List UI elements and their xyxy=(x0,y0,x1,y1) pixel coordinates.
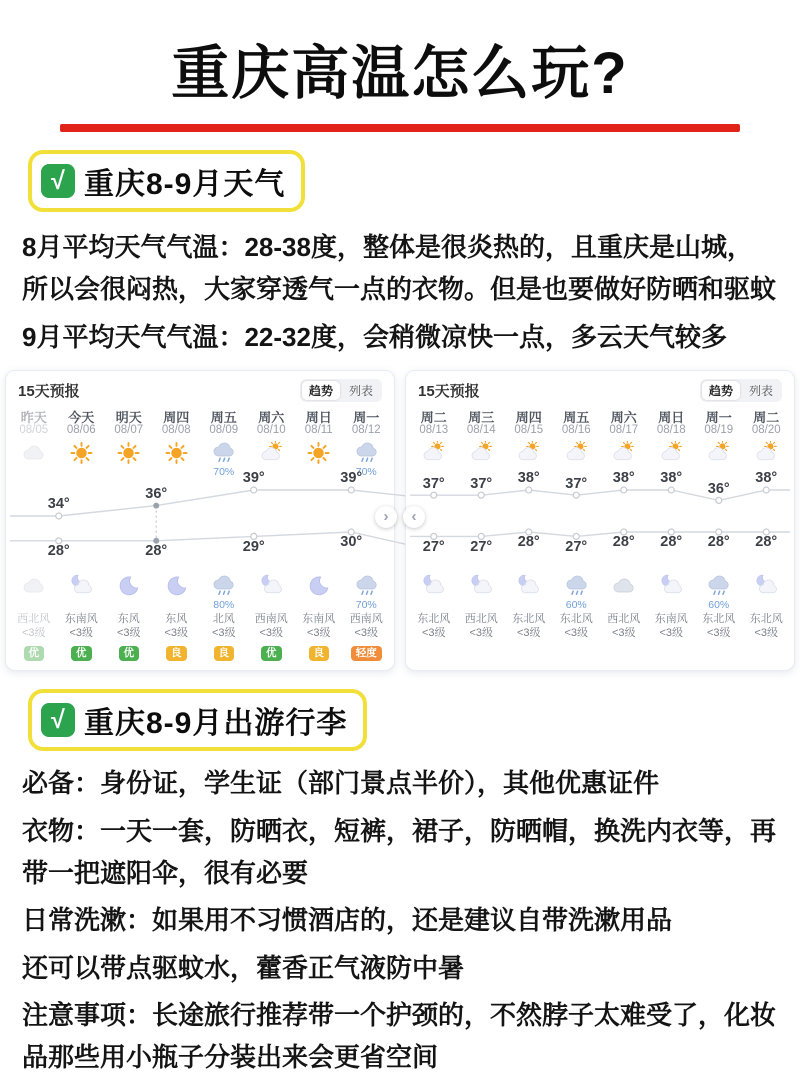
day-label: 周六 xyxy=(610,410,637,426)
date-label: 08/08 xyxy=(161,424,191,437)
wind-level: <3级 xyxy=(164,627,189,640)
aqi-badge: 优 xyxy=(119,646,140,661)
low-temperature: 28° xyxy=(660,534,683,551)
sun-icon xyxy=(105,439,153,466)
sun-icon xyxy=(153,439,201,466)
wind-level: <3级 xyxy=(69,627,94,640)
rain-probability xyxy=(695,466,743,479)
section-luggage-header xyxy=(28,689,367,751)
forecast-column xyxy=(105,407,153,479)
date-label: 08/17 xyxy=(609,424,639,437)
day-label: 周一 xyxy=(353,410,380,426)
forecast-column xyxy=(200,407,248,479)
rain-icon xyxy=(695,572,743,599)
cloud-moon-icon xyxy=(458,572,506,599)
forecast-column xyxy=(648,572,696,640)
forecast-header xyxy=(410,379,790,407)
red-divider xyxy=(60,124,740,132)
wind-direction: 东风 xyxy=(165,613,188,626)
forecast-column xyxy=(295,572,343,662)
packing-line: 还可以带点驱蚊水，藿香正气液防中暑 xyxy=(22,952,465,983)
forecast-column xyxy=(600,572,648,640)
moon-icon xyxy=(295,572,343,599)
aqi-badge-row xyxy=(58,640,106,662)
wind-direction: 东北风 xyxy=(417,613,451,626)
day-label: 周六 xyxy=(258,410,285,426)
forecast-column xyxy=(58,572,106,662)
aqi-badge: 优 xyxy=(71,646,92,661)
wind-direction: 西北风 xyxy=(464,613,498,626)
wind-direction: 东北风 xyxy=(702,613,736,626)
high-temperature: 39° xyxy=(340,470,363,487)
aqi-badge: 良 xyxy=(214,646,235,661)
wind-level: <3级 xyxy=(354,627,379,640)
cloud-icon xyxy=(600,572,648,599)
forecast-title: 15天预报 xyxy=(418,383,480,401)
aqi-badge-row xyxy=(200,640,248,662)
forecast-column xyxy=(200,572,248,662)
view-toggle xyxy=(300,379,382,402)
weather-card xyxy=(5,370,395,671)
tab-list[interactable]: 列表 xyxy=(348,384,373,399)
low-temperature: 28° xyxy=(707,534,730,551)
rain-probability: 60% xyxy=(708,599,730,612)
tab-trend[interactable]: 趋势 xyxy=(702,381,740,400)
low-temperature: 28° xyxy=(612,534,635,551)
day-label: 周日 xyxy=(305,410,332,426)
forecast-column xyxy=(343,407,391,479)
forecast-column xyxy=(648,407,696,479)
wind-level: <3级 xyxy=(306,627,331,640)
rain-probability: 70% xyxy=(213,466,235,479)
high-temperature: 36° xyxy=(145,485,168,502)
date-label: 08/19 xyxy=(704,424,734,437)
cloud-moon-icon xyxy=(648,572,696,599)
packing-line: 日常洗漱：如果用不习惯酒店的，还是建议自带洗漱用品 xyxy=(22,905,673,936)
forecast-header xyxy=(10,379,390,407)
cloud-sun-icon xyxy=(248,439,296,466)
high-temperature: 39° xyxy=(242,470,265,487)
cloud-sun-icon xyxy=(648,439,696,466)
low-temperature: 27° xyxy=(565,538,588,555)
forecast-column xyxy=(10,407,58,479)
packing-line: 注意事项：长途旅行推荐带一个护颈的，不然脖子太难受了，化妆品那些用小瓶子分装出来会更省空间 xyxy=(22,1000,777,1072)
day-label: 周二 xyxy=(753,410,780,426)
high-temperature: 38° xyxy=(517,470,540,487)
high-temperature: 37° xyxy=(470,475,493,492)
aqi-badge-row xyxy=(10,640,58,662)
packing-list xyxy=(22,763,778,1078)
aqi-badge-row xyxy=(105,640,153,662)
date-label: 08/20 xyxy=(751,424,781,437)
section-weather-header xyxy=(28,150,305,212)
section-weather-label: 重庆8-9月天气 xyxy=(84,168,286,201)
high-temperature: 37° xyxy=(422,475,445,492)
date-label: 08/07 xyxy=(114,424,144,437)
cloud-sun-icon xyxy=(600,439,648,466)
cloud-moon-icon xyxy=(505,572,553,599)
cloud-sun-icon xyxy=(505,439,553,466)
weather-widgets-row xyxy=(5,370,795,671)
forecast-column xyxy=(505,407,553,479)
day-label: 昨天 xyxy=(20,410,47,426)
wind-direction: 东北风 xyxy=(749,613,783,626)
intro-paragraph-september: 9月平均天气气温：22-32度，会稍微凉快一点，多云天气较多 xyxy=(22,322,727,353)
forecast-lower-row xyxy=(410,572,790,640)
day-label: 今天 xyxy=(68,410,95,426)
forecast-column xyxy=(600,407,648,479)
forecast-column xyxy=(458,572,506,640)
rain-probability xyxy=(10,466,58,479)
rain-probability xyxy=(105,466,153,479)
cloud-sun-icon xyxy=(553,439,601,466)
tab-list[interactable]: 列表 xyxy=(748,384,773,399)
forecast-column xyxy=(553,407,601,479)
wind-direction: 东南风 xyxy=(654,613,688,626)
date-label: 08/15 xyxy=(514,424,544,437)
forecast-column xyxy=(58,407,106,479)
forecast-column xyxy=(248,572,296,662)
rain-icon xyxy=(200,572,248,599)
check-icon: √ xyxy=(41,703,75,737)
day-label: 周四 xyxy=(163,410,190,426)
wind-level: <3级 xyxy=(211,627,236,640)
forecast-column xyxy=(10,572,58,662)
section-luggage-label: 重庆8-9月出游行李 xyxy=(84,707,348,741)
aqi-badge-row xyxy=(343,640,391,662)
day-label: 周日 xyxy=(658,410,685,426)
cloud-sun-icon xyxy=(410,439,458,466)
cloud-moon-icon xyxy=(743,572,791,599)
date-label: 08/05 xyxy=(19,424,49,437)
rain-probability xyxy=(105,599,153,612)
high-temperature: 38° xyxy=(660,470,683,487)
rain-probability xyxy=(58,599,106,612)
rain-probability: 60% xyxy=(565,599,587,612)
cloud-sun-icon xyxy=(695,439,743,466)
rain-probability: 70% xyxy=(355,599,377,612)
day-label: 周五 xyxy=(210,410,237,426)
prev-page-arrow[interactable]: ‹ xyxy=(403,506,425,528)
wind-direction: 西南风 xyxy=(349,613,383,626)
high-temperature: 34° xyxy=(47,496,70,513)
sun-icon xyxy=(295,439,343,466)
wind-level: <3级 xyxy=(469,627,494,640)
packing-line: 必备：身份证，学生证（部门景点半价），其他优惠证件 xyxy=(22,768,660,799)
forecast-column xyxy=(153,572,201,662)
packing-line: 衣物：一天一套，防晒衣，短裤，裙子，防晒帽，换洗内衣等，再带一把遮阳伞，很有必要 xyxy=(22,815,777,888)
rain-probability xyxy=(458,599,506,612)
wind-direction: 东南风 xyxy=(302,613,336,626)
cloud-icon xyxy=(10,439,58,466)
moon-icon xyxy=(105,572,153,599)
aqi-badge-row xyxy=(248,640,296,662)
rain-icon xyxy=(343,439,391,466)
date-label: 08/12 xyxy=(351,424,381,437)
post-page xyxy=(0,26,800,1078)
wind-level: <3级 xyxy=(754,627,779,640)
day-label: 明天 xyxy=(115,410,142,426)
forecast-column xyxy=(248,407,296,479)
view-toggle xyxy=(700,379,782,402)
rain-probability xyxy=(295,599,343,612)
forecast-column xyxy=(505,572,553,640)
aqi-badge: 优 xyxy=(261,646,282,661)
date-label: 08/16 xyxy=(561,424,591,437)
wind-direction: 西北风 xyxy=(17,613,51,626)
rain-icon xyxy=(343,572,391,599)
high-temperature: 38° xyxy=(612,470,635,487)
date-label: 08/13 xyxy=(419,424,449,437)
forecast-column xyxy=(743,572,791,640)
date-label: 08/18 xyxy=(656,424,686,437)
low-temperature: 28° xyxy=(47,543,70,560)
date-label: 08/06 xyxy=(66,424,96,437)
wind-level: <3级 xyxy=(116,627,141,640)
wind-level: <3级 xyxy=(516,627,541,640)
low-temperature: 28° xyxy=(755,534,778,551)
rain-probability xyxy=(10,599,58,612)
aqi-badge: 轻度 xyxy=(351,646,382,661)
forecast-column xyxy=(153,407,201,479)
high-temperature: 36° xyxy=(707,480,730,497)
aqi-badge: 优 xyxy=(24,646,45,661)
moon-icon xyxy=(153,572,201,599)
forecast-lower-row xyxy=(10,572,390,662)
section-weather-header-wrap xyxy=(28,150,800,212)
rain-probability xyxy=(600,599,648,612)
low-temperature: 29° xyxy=(242,538,265,555)
cloud-sun-icon xyxy=(743,439,791,466)
forecast-column xyxy=(695,407,743,479)
date-label: 08/14 xyxy=(466,424,496,437)
rain-probability xyxy=(505,599,553,612)
rain-probability xyxy=(58,466,106,479)
cloud-icon xyxy=(10,572,58,599)
forecast-column xyxy=(105,572,153,662)
high-temperature: 38° xyxy=(755,470,778,487)
temperature-trend-chart xyxy=(410,470,790,570)
aqi-badge: 良 xyxy=(166,646,187,661)
low-temperature: 27° xyxy=(470,538,493,555)
page-title: 重庆高温怎么玩? xyxy=(171,41,629,106)
day-label: 周三 xyxy=(468,410,495,426)
wind-level: <3级 xyxy=(564,627,589,640)
sun-icon xyxy=(58,439,106,466)
date-label: 08/11 xyxy=(304,424,333,437)
rain-probability: 70% xyxy=(355,466,377,479)
rain-icon xyxy=(553,572,601,599)
low-temperature: 28° xyxy=(517,534,540,551)
wind-direction: 东北风 xyxy=(559,613,593,626)
wind-level: <3级 xyxy=(421,627,446,640)
date-label: 08/10 xyxy=(256,424,286,437)
cloud-sun-icon xyxy=(458,439,506,466)
weather-card xyxy=(405,370,795,671)
next-page-arrow[interactable]: › xyxy=(375,506,397,528)
rain-icon xyxy=(200,439,248,466)
forecast-column xyxy=(410,572,458,640)
rain-probability xyxy=(410,599,458,612)
wind-direction: 北风 xyxy=(212,613,235,626)
date-label: 08/09 xyxy=(209,424,239,437)
tab-trend[interactable]: 趋势 xyxy=(302,381,340,400)
day-label: 周二 xyxy=(420,410,447,426)
high-temperature: 37° xyxy=(565,475,588,492)
wind-level: <3级 xyxy=(21,627,46,640)
wind-level: <3级 xyxy=(706,627,731,640)
rain-probability xyxy=(248,599,296,612)
forecast-upper-row xyxy=(10,407,390,479)
forecast-column xyxy=(743,407,791,479)
low-temperature: 27° xyxy=(422,538,445,555)
forecast-column xyxy=(553,572,601,640)
rain-probability xyxy=(743,599,791,612)
wind-direction: 西北风 xyxy=(607,613,641,626)
low-temperature: 28° xyxy=(145,543,168,560)
wind-level: <3级 xyxy=(259,627,284,640)
low-temperature: 30° xyxy=(340,534,363,551)
aqi-badge-row xyxy=(153,640,201,662)
wind-direction: 西南风 xyxy=(254,613,288,626)
intro-paragraph-august: 8月平均天气气温：28-38度，整体是很炎热的，且重庆是山城，所以会很闷热，大家穿透气一点的衣物。但是也要做好防晒和驱蚊 xyxy=(22,232,777,305)
wind-direction: 东风 xyxy=(117,613,140,626)
forecast-column xyxy=(295,407,343,479)
cloud-moon-icon xyxy=(248,572,296,599)
section-luggage-header-wrap xyxy=(28,689,800,751)
wind-level: <3级 xyxy=(659,627,684,640)
rain-probability xyxy=(153,466,201,479)
check-icon: √ xyxy=(41,164,75,198)
aqi-badge-row xyxy=(295,640,343,662)
cloud-moon-icon xyxy=(58,572,106,599)
day-label: 周一 xyxy=(705,410,732,426)
wind-level: <3级 xyxy=(611,627,636,640)
rain-probability: 80% xyxy=(213,599,235,612)
trend-lines xyxy=(410,480,790,570)
aqi-badge: 良 xyxy=(309,646,330,661)
forecast-column xyxy=(695,572,743,640)
rain-probability xyxy=(295,466,343,479)
forecast-column xyxy=(410,407,458,479)
cloud-moon-icon xyxy=(410,572,458,599)
forecast-column xyxy=(458,407,506,479)
day-label: 周五 xyxy=(563,410,590,426)
rain-probability xyxy=(153,599,201,612)
day-label: 周四 xyxy=(515,410,542,426)
forecast-upper-row xyxy=(410,407,790,479)
rain-probability xyxy=(648,599,696,612)
wind-direction: 东南风 xyxy=(64,613,98,626)
wind-direction: 东北风 xyxy=(512,613,546,626)
forecast-title: 15天预报 xyxy=(18,383,80,401)
forecast-column xyxy=(343,572,391,662)
